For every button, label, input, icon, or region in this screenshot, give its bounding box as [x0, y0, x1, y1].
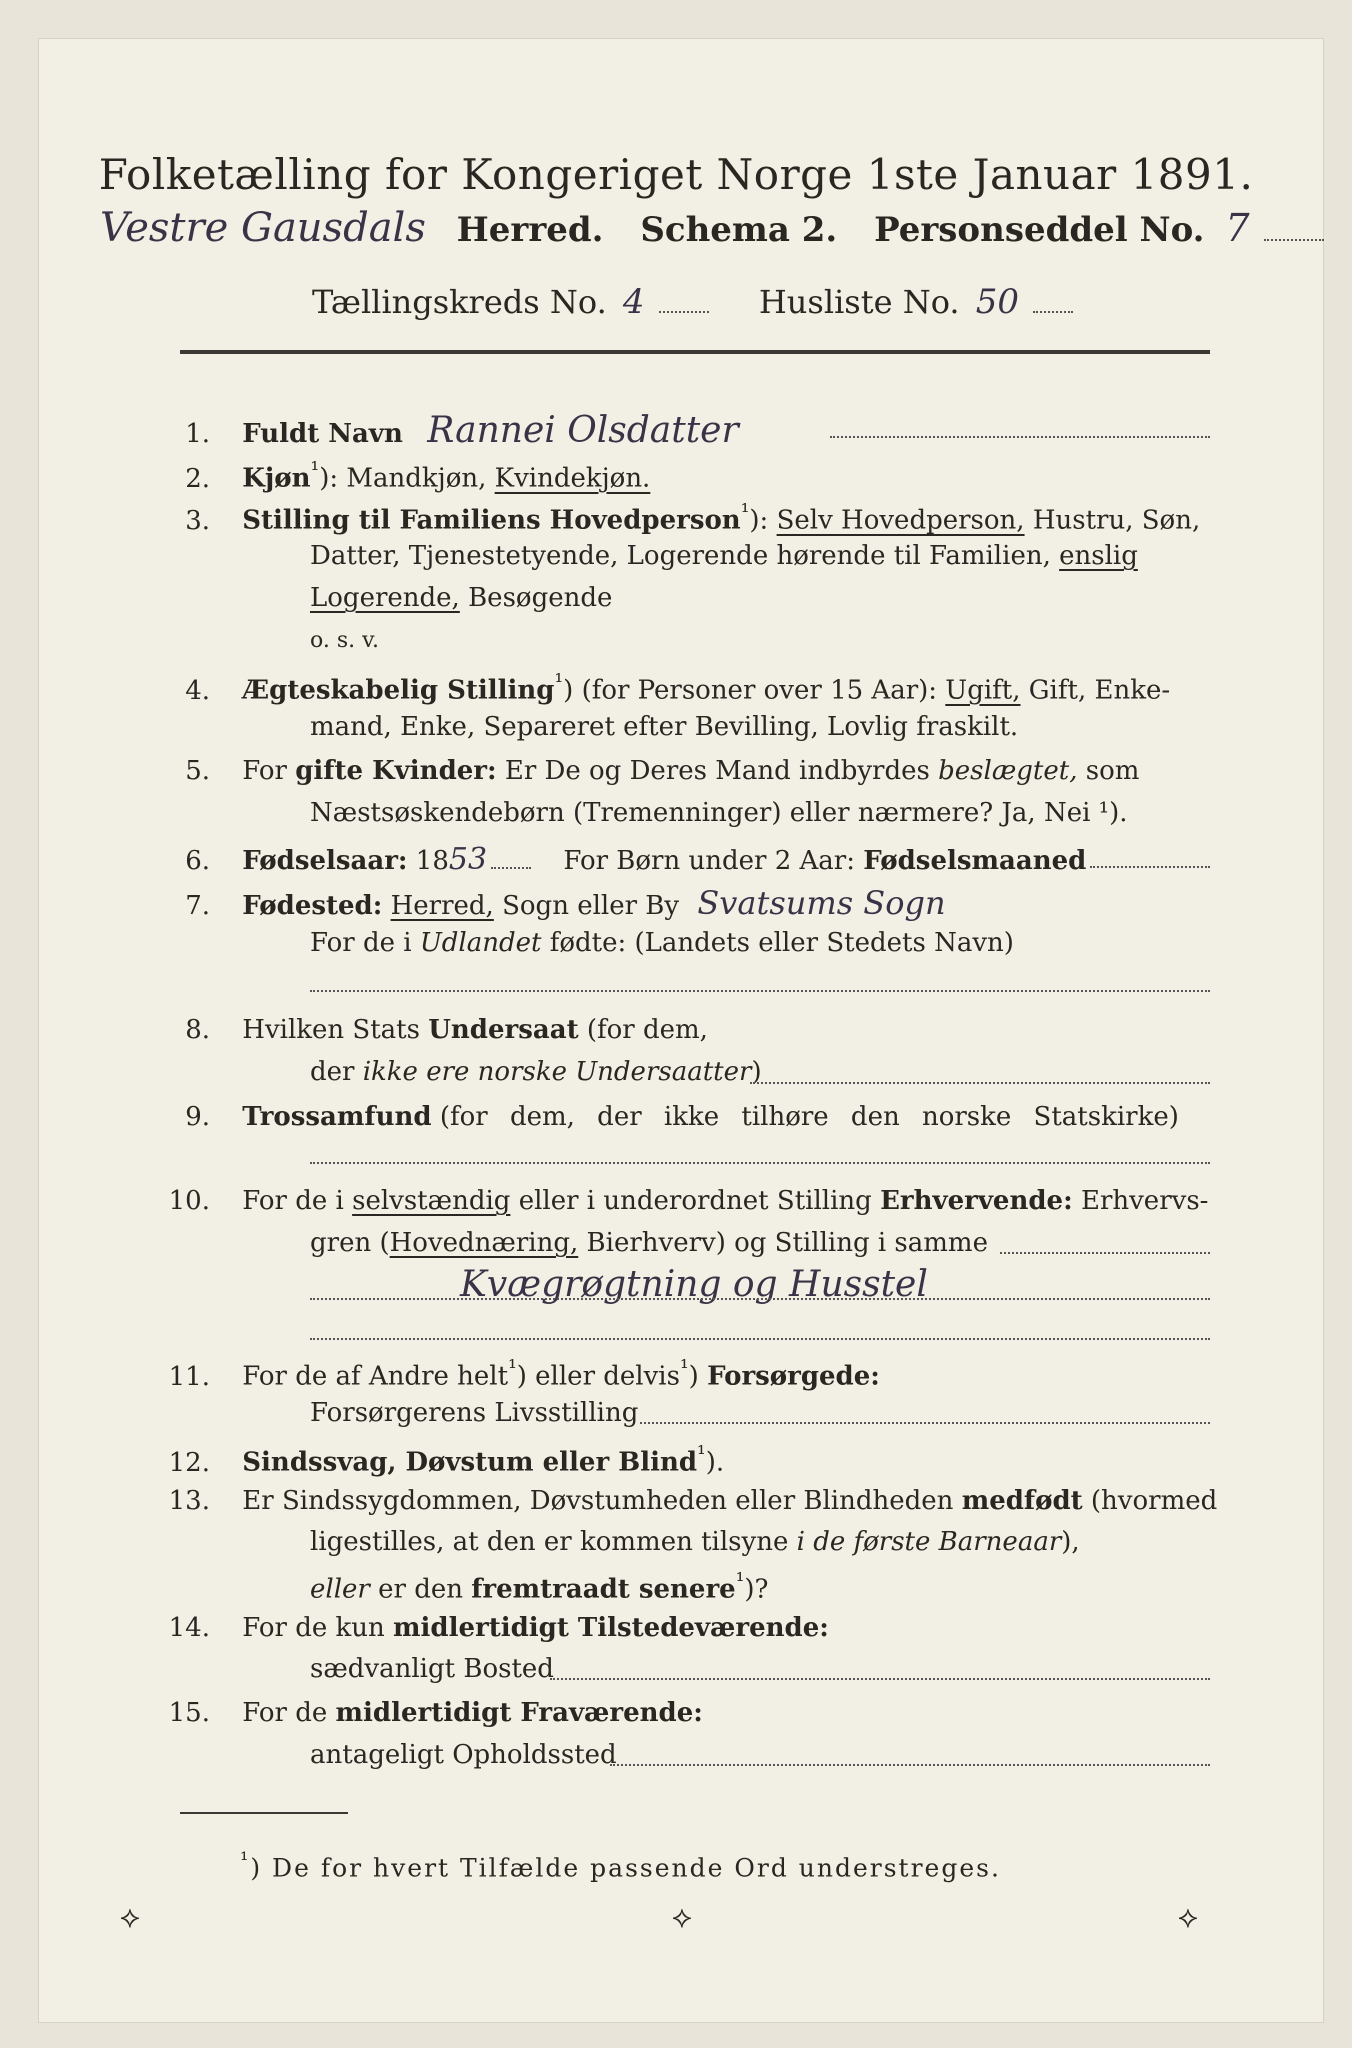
q1-row [148, 410, 739, 451]
q4-label: Ægteskabelig Stilling [242, 675, 555, 706]
q15-row2: antageligt Opholdssted [310, 1740, 617, 1770]
q5-for: For [242, 756, 287, 786]
q4-footnote-mark: ¹ [554, 670, 564, 695]
q8-line2-c: ) [751, 1057, 762, 1087]
q6-month-label: Fødselsmaaned [863, 846, 1087, 876]
q6-dots [1090, 866, 1210, 868]
q11-text-c: ) [688, 1361, 699, 1392]
q3-row4: o. s. v. [310, 628, 379, 653]
q13-medfodt: medfødt [961, 1486, 1083, 1516]
q8-dots [750, 1082, 1210, 1084]
q3-colon: ): [749, 505, 769, 536]
q1-number: 1. [185, 419, 210, 449]
q3-options-a: Hustru, Søn, [1032, 505, 1201, 536]
q10-hovednaering-underlined: Hovednæring, [389, 1228, 579, 1258]
q6-year-dots [491, 867, 531, 869]
q8-text-c: (for dem, [586, 1015, 708, 1045]
husliste-dots [1033, 311, 1073, 313]
q13-line2-c: ), [1061, 1527, 1080, 1557]
q8-line2-italic: ikke ere norske Undersaatter [362, 1057, 752, 1087]
form-title: Folketælling for Kongeriget Norge 1ste Januar 1891. [98, 150, 1254, 199]
q7-dots [310, 990, 1210, 992]
q5-beslaegtet: beslægtet, [938, 756, 1078, 786]
q10-dots-b [310, 1298, 1210, 1300]
footnote-divider [180, 1812, 348, 1814]
personseddel-label: Personseddel No. [874, 210, 1205, 250]
q13-end: )? [744, 1574, 769, 1605]
q13-eller: eller [310, 1574, 370, 1605]
q4-row2: mand, Enke, Separeret efter Bevilling, Lovlig fraskilt. [310, 712, 1019, 742]
q7-number: 7. [185, 891, 210, 921]
q13-line3-b: er den [378, 1574, 463, 1605]
q6-year-prefix: 18 [415, 846, 449, 876]
q13-row [148, 1486, 1217, 1516]
q15-dots [610, 1764, 1210, 1766]
q7-udlandet: Udlandet [419, 928, 542, 958]
q13-row3 [310, 1569, 768, 1605]
q2-option-male: ): Mandkjøn, [319, 463, 487, 494]
q10-text-c: eller i underordnet Stilling [518, 1186, 872, 1216]
q11-dots [640, 1422, 1210, 1424]
husliste-label: Husliste No. [758, 283, 960, 321]
header-divider [180, 350, 1210, 354]
q13-fremtraadt: fremtraadt senere [471, 1574, 736, 1605]
q11-text-a: For de af Andre helt [242, 1361, 509, 1392]
q9-row [148, 1102, 1179, 1132]
q3-number: 3. [185, 505, 210, 536]
q11-text-b: ) eller delvis [516, 1361, 680, 1392]
q1-label: Fuldt Navn [242, 419, 403, 449]
personseddel-handwritten: 7 [1225, 206, 1250, 250]
q3-besogende: Besøgende [468, 583, 613, 613]
q11-label: Forsørgede: [707, 1361, 880, 1392]
q10-dots-c [310, 1338, 1210, 1340]
q8-row2 [310, 1057, 762, 1087]
footnote-text: ) De for hvert Tilfælde passende Ord understreges. [250, 1853, 1001, 1883]
q5-row [148, 756, 1139, 786]
q3-logerende-underlined: Logerende, [310, 583, 460, 613]
husliste-handwritten: 50 [975, 282, 1019, 322]
q8-text-a: Hvilken Stats [242, 1015, 420, 1045]
q6-year-handwritten: 53 [448, 842, 488, 877]
q3-row3 [310, 583, 612, 613]
q8-label: Undersaat [428, 1015, 579, 1045]
q7-row [148, 884, 946, 922]
q11-row2: Forsørgerens Livsstilling [310, 1398, 639, 1428]
q3-enslig-underlined: enslig [1059, 541, 1138, 571]
kreds-dots [659, 311, 709, 313]
q9-number: 9. [185, 1102, 210, 1132]
q15-label: midlertidigt Fraværende: [335, 1698, 703, 1728]
corner-mark-right: ⟡ [1178, 1900, 1198, 1935]
q7-sogn-text: Sogn eller By [502, 891, 680, 921]
q12-label: Sindssvag, Døvstum eller Blind [242, 1447, 698, 1478]
q10-number: 10. [168, 1186, 210, 1216]
q10-line2-a: gren ( [310, 1228, 390, 1258]
q10-text-a: For de i [242, 1186, 344, 1216]
q13-line2-a: ligestilles, at den er kommen tilsyne [310, 1527, 789, 1557]
q11-footnote-mark-b: ¹ [679, 1356, 689, 1381]
q14-dots [550, 1678, 1210, 1680]
q14-row [148, 1613, 829, 1643]
q7-birthplace-handwritten: Svatsums Sogn [697, 884, 946, 922]
q10-dots-a [1000, 1252, 1210, 1254]
q13-footnote-mark: ¹ [735, 1569, 745, 1594]
q8-line2-a: der [310, 1057, 355, 1087]
q5-label: gifte Kvinder: [295, 756, 497, 786]
q7-row2 [310, 928, 1014, 958]
kreds-label: Tællingskreds No. [312, 283, 607, 321]
q14-row2: sædvanligt Bosted [310, 1654, 554, 1684]
q9-text: (for dem, der ikke tilhøre den norske Statskirke) [439, 1102, 1179, 1132]
q3-option-selv-underlined: Selv Hovedperson, [776, 505, 1025, 536]
q11-number: 11. [168, 1361, 210, 1392]
q7-herred-underlined: Herred, [390, 891, 494, 921]
q13-text-a: Er Sindssygdommen, Døvstumheden eller Blindheden [242, 1486, 954, 1516]
footnote-mark: ¹ [240, 1848, 251, 1872]
q3-label: Stilling til Familiens Hovedperson [242, 505, 741, 536]
q7-label: Fødested: [242, 891, 383, 921]
q13-line2-italic: i de første Barneaar [796, 1527, 1062, 1557]
q14-number: 14. [168, 1613, 210, 1643]
herred-handwritten: Vestre Gausdals [100, 205, 426, 251]
q13-number: 13. [168, 1486, 210, 1516]
q8-row [148, 1015, 708, 1045]
q6-children-text: For Børn under 2 Aar: [563, 846, 855, 876]
q10-occupation-text: Kvægrøgtning og Husstel [460, 1264, 928, 1305]
q3-row [148, 500, 1200, 536]
q12-footnote-mark: ¹ [697, 1442, 706, 1467]
q3-row2 [310, 541, 1138, 571]
q11-row [148, 1356, 880, 1392]
q10-label: Erhvervende: [880, 1186, 1073, 1216]
kreds-handwritten: 4 [622, 282, 645, 322]
q10-row [148, 1186, 1208, 1216]
q5-som: som [1085, 756, 1140, 786]
corner-mark-left: ⟡ [120, 1900, 140, 1935]
schema-label: Schema 2. [640, 210, 838, 250]
herred-line [100, 205, 1328, 251]
q5-number: 5. [185, 756, 210, 786]
q1-dots [830, 436, 1210, 438]
kreds-line [312, 282, 1077, 322]
q13-row2 [310, 1527, 1080, 1557]
q10-text-e: Erhvervs- [1080, 1186, 1209, 1216]
q2-footnote-mark: ¹ [310, 458, 320, 483]
q1-name-handwritten: Rannei Olsdatter [427, 410, 739, 451]
q2-row [148, 458, 650, 494]
q2-number: 2. [185, 463, 210, 494]
q4-number: 4. [185, 675, 210, 706]
q10-row2 [310, 1228, 988, 1258]
q2-label: Kjøn [242, 463, 311, 494]
q9-label: Trossamfund [242, 1102, 432, 1132]
q12-number: 12. [168, 1447, 210, 1478]
q7-line2-c: fødte: (Landets eller Stedets Navn) [549, 928, 1014, 958]
q6-row [148, 842, 1086, 877]
q4-row [148, 670, 1170, 706]
q6-number: 6. [185, 846, 210, 876]
q12-end: ). [705, 1447, 725, 1478]
q12-row [148, 1442, 724, 1478]
q8-number: 8. [185, 1015, 210, 1045]
personseddel-dots [1264, 239, 1324, 241]
q15-number: 15. [168, 1698, 210, 1728]
footnote [240, 1848, 1001, 1882]
q10-line2-c: Bierhverv) og Stilling i samme [586, 1228, 988, 1258]
q15-text-a: For de [242, 1698, 328, 1728]
q2-option-female-underlined: Kvindekjøn. [494, 463, 651, 494]
q11-footnote-mark-a: ¹ [508, 1356, 517, 1381]
q4-options-a: Gift, Enke- [1028, 675, 1171, 706]
q10-selvstaendig-underlined: selvstændig [352, 1186, 511, 1216]
q3-options-b: Datter, Tjenestetyende, Logerende hørende til Familien, [310, 541, 1051, 571]
q15-row [148, 1698, 703, 1728]
q9-dots [310, 1162, 1210, 1164]
q4-ugift-underlined: Ugift, [945, 675, 1021, 706]
herred-label: Herred. [456, 210, 604, 250]
q6-label: Fødselsaar: [242, 846, 408, 876]
q14-label: midlertidigt Tilstedeværende: [393, 1613, 829, 1643]
q5-row2: Næstsøskendebørn (Tremenninger) eller nærmere? Ja, Nei ¹). [310, 798, 1128, 828]
q14-text-a: For de kun [242, 1613, 385, 1643]
q13-text-c: (hvormed [1090, 1486, 1218, 1516]
corner-mark-center: ⟡ [672, 1900, 692, 1935]
q3-footnote-mark: ¹ [740, 500, 750, 525]
q7-line2-a: For de i [310, 928, 412, 958]
q5-text: Er De og Deres Mand indbyrdes [504, 756, 930, 786]
q4-text: ) (for Personer over 15 Aar): [563, 675, 938, 706]
